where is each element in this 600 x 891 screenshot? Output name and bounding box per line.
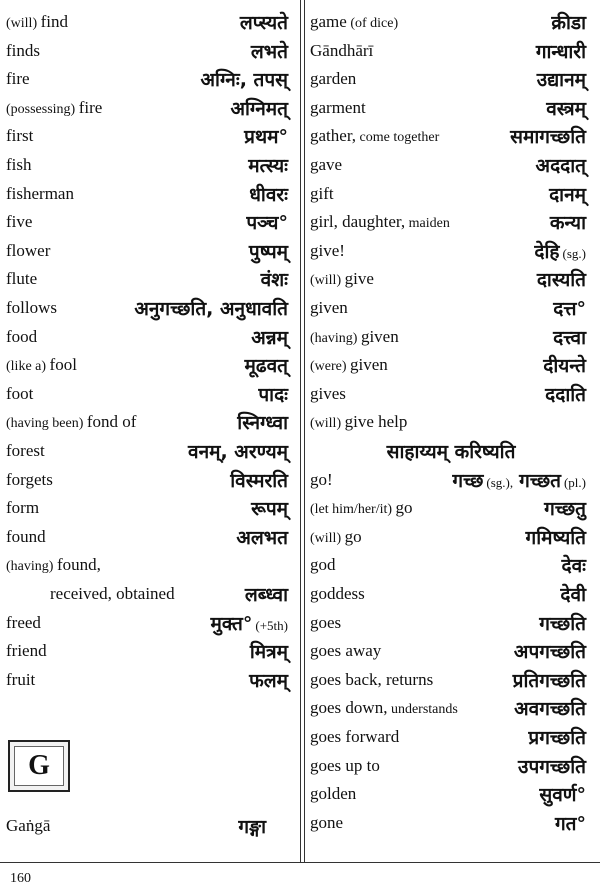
- english-term: [6, 327, 37, 347]
- english-term: [6, 555, 101, 575]
- sanskrit-sk: पादः: [258, 383, 288, 406]
- entry-row: [6, 151, 296, 179]
- entry-row: [6, 8, 296, 36]
- english-word: gather,: [310, 126, 357, 146]
- entry-row: [6, 637, 296, 665]
- sanskrit-sk: देवः: [561, 555, 586, 578]
- english-term: [310, 355, 388, 375]
- sanskrit-sk: क्रीडा: [551, 12, 586, 34]
- sanskrit-sk: कन्या: [549, 212, 586, 235]
- entry-row: [310, 809, 594, 837]
- column-divider-right: [304, 0, 305, 862]
- english-word: go: [344, 526, 362, 546]
- english-term: [6, 126, 33, 146]
- sanskrit-term: [508, 695, 594, 721]
- english-term: [6, 155, 32, 175]
- entry-row: [310, 408, 594, 436]
- sanskrit-sk: दानम्: [549, 183, 586, 206]
- english-word: find: [40, 12, 68, 31]
- english-word: finds: [6, 40, 40, 60]
- sanskrit-term: [239, 581, 296, 607]
- entry-row: [6, 609, 296, 637]
- entry-row: [310, 666, 594, 694]
- english-word: fish: [6, 155, 32, 174]
- english-word: flute: [6, 269, 38, 289]
- english-term: [310, 527, 362, 547]
- entry-row: [6, 580, 296, 608]
- english-word: flower: [6, 240, 51, 260]
- english-word: goes back, returns: [310, 669, 434, 689]
- entry-row: [310, 180, 594, 208]
- sanskrit-term: गङ्गा: [238, 816, 266, 838]
- english-term: [6, 470, 53, 490]
- english-word: first: [6, 126, 34, 146]
- sanskrit-term: [240, 209, 296, 235]
- english-word: go!: [310, 469, 333, 489]
- sanskrit-sk: गमिष्यति: [525, 526, 586, 549]
- sanskrit-sk: देहि: [534, 240, 560, 263]
- english-term: [6, 584, 175, 604]
- english-term: [6, 641, 47, 661]
- sanskrit-term: [231, 409, 296, 435]
- english-word: forest: [6, 441, 45, 460]
- section-letter: G: [14, 746, 64, 786]
- section-letter-box: [8, 740, 70, 792]
- english-term: [6, 613, 41, 633]
- sanskrit-sk: अवगच्छति: [514, 698, 586, 721]
- sanskrit-term: [547, 324, 594, 350]
- sanskrit-sk: मित्रम्: [249, 641, 288, 664]
- entry-row: [310, 752, 594, 780]
- english-term: [310, 756, 380, 776]
- english-term: [310, 670, 433, 690]
- english-word: fire: [78, 97, 103, 117]
- entry-row: [6, 37, 296, 65]
- sanskrit-sk: रूपम्: [251, 498, 288, 521]
- english-word: foot: [6, 383, 34, 403]
- entry-row: [6, 265, 296, 293]
- sanskrit-term: [245, 495, 296, 521]
- sanskrit-term: [446, 467, 594, 493]
- sanskrit-term: [537, 352, 594, 378]
- sanskrit-term: [243, 238, 296, 264]
- entry-row: [310, 466, 594, 494]
- sanskrit-sk: अन्नम्: [251, 326, 288, 349]
- english-term: Gaṅgā: [6, 816, 51, 835]
- english-term: [310, 813, 343, 833]
- entry-row: [6, 466, 296, 494]
- sanskrit-sk: प्रथम°: [244, 126, 288, 149]
- entry-row: [310, 523, 594, 551]
- sanskrit-term: [244, 638, 296, 664]
- sanskrit-term: [234, 9, 296, 35]
- english-term: [6, 670, 35, 690]
- entry-row: [6, 294, 296, 322]
- sanskrit-term: [531, 266, 594, 292]
- sanskrit-term: [556, 552, 595, 578]
- english-term: [310, 98, 366, 118]
- english-word: food: [6, 326, 38, 346]
- english-word: fire: [6, 69, 30, 89]
- sanskrit-term: [507, 667, 594, 693]
- sanskrit-sk: लब्ध्वा: [244, 584, 288, 606]
- english-term: [310, 327, 399, 347]
- english-term: [6, 69, 30, 89]
- sanskrit-term: [242, 152, 296, 178]
- sanskrit-sk: दीयन्ते: [543, 355, 586, 378]
- entry-row: [310, 237, 594, 265]
- entry-row: [310, 65, 594, 93]
- entry-row: [310, 122, 594, 150]
- english-term: [310, 212, 450, 232]
- english-term: [6, 41, 40, 61]
- sanskrit-term: [547, 295, 594, 321]
- sanskrit-term: [512, 753, 594, 779]
- english-word: goes up to: [310, 755, 380, 775]
- english-word: follows: [6, 298, 57, 317]
- english-pre: (were): [310, 359, 351, 375]
- english-term: [310, 184, 334, 204]
- sanskrit-term: [554, 581, 594, 607]
- english-word: fool: [49, 355, 77, 375]
- sanskrit-sk: प्रतिगच्छति: [512, 669, 586, 692]
- english-word: go: [395, 498, 413, 518]
- entry-row: [310, 380, 594, 408]
- sanskrit-term: [381, 438, 524, 464]
- sanskrit-sk: साहाय्यम् करिष्यति: [386, 441, 516, 463]
- english-post: understands: [387, 702, 458, 718]
- english-pre: (having): [310, 330, 361, 346]
- english-term: [6, 498, 39, 518]
- sanskrit-term: [530, 38, 594, 64]
- english-term: [310, 69, 356, 89]
- sanskrit-term: [545, 9, 594, 35]
- sanskrit-sk: स्निग्ध्वा: [237, 412, 288, 435]
- entry-row: [6, 666, 296, 694]
- sanskrit-term: [245, 38, 296, 64]
- entry-row: [6, 94, 296, 122]
- sanskrit-sk: सुवर्ण°: [539, 784, 586, 807]
- english-word: give help: [344, 412, 408, 432]
- sanskrit-term: [520, 524, 595, 550]
- entry-row: [6, 812, 296, 840]
- page-bottom-rule: [0, 862, 600, 863]
- english-word: given: [360, 326, 399, 346]
- english-term: [310, 241, 345, 261]
- english-word: Gāndhārī: [310, 40, 374, 60]
- english-word: garden: [310, 69, 357, 89]
- sanskrit-term: [549, 810, 594, 836]
- sanskrit-sk: गच्छति: [539, 612, 586, 635]
- english-term: [310, 12, 398, 32]
- english-word: garment: [310, 97, 366, 117]
- english-word: goes down,: [310, 698, 388, 718]
- sanskrit-sk: लभते: [250, 40, 288, 63]
- english-word: give: [344, 269, 374, 289]
- column-divider-left: [300, 0, 301, 862]
- english-word: goes forward: [310, 727, 400, 746]
- sanskrit-sk: उपगच्छति: [518, 755, 586, 778]
- sanskrit-term: [255, 266, 296, 292]
- english-term: [6, 384, 33, 404]
- english-pre: (possessing): [6, 101, 79, 117]
- entry-row: [310, 609, 594, 637]
- english-word: given: [310, 298, 348, 317]
- english-word: fond of: [86, 412, 137, 432]
- english-word: girl, daughter,: [310, 212, 406, 232]
- sanskrit-sk: दास्यति: [536, 269, 586, 292]
- sanskrit-term: [530, 152, 594, 178]
- sanskrit-sk: विस्मरति: [230, 469, 288, 492]
- entry-row: [310, 94, 594, 122]
- sanskrit-sk-note: (sg.),: [486, 474, 514, 490]
- english-word: five: [6, 212, 33, 232]
- sanskrit-sk: मूढवत्: [244, 355, 288, 378]
- sanskrit-term: [224, 467, 296, 493]
- english-term: [6, 441, 45, 461]
- entry-row: [6, 523, 296, 551]
- english-term: [310, 784, 356, 804]
- english-word: given: [350, 355, 388, 375]
- english-word: form: [6, 498, 40, 518]
- entry-row: [6, 65, 296, 93]
- entry-row: [310, 151, 594, 179]
- sanskrit-term: [195, 66, 296, 92]
- entry-row: [310, 208, 594, 236]
- entry-row: [310, 494, 594, 522]
- sanskrit-sk: धीवरः: [249, 183, 288, 206]
- sanskrit-term: [504, 123, 594, 149]
- sanskrit-term: [531, 66, 594, 92]
- sanskrit-sk: अददात्: [535, 155, 586, 177]
- sanskrit-sk: लप्स्यते: [239, 12, 288, 34]
- english-term: [6, 212, 32, 232]
- sanskrit-term: [533, 781, 594, 807]
- sanskrit-term: [243, 181, 296, 207]
- sanskrit-term: [252, 381, 296, 407]
- entry-row: [6, 437, 296, 465]
- entry-row: [310, 780, 594, 808]
- english-word: game: [310, 12, 347, 31]
- english-word: gives: [310, 383, 346, 403]
- sanskrit-sk: मुक्त°: [210, 612, 253, 635]
- english-term: [310, 641, 381, 661]
- english-pre: (having): [6, 559, 57, 575]
- english-term: [310, 613, 341, 633]
- english-term: [6, 412, 136, 432]
- sanskrit-term: [528, 238, 594, 264]
- sanskrit-sk: अग्निः, तपस्: [200, 69, 288, 92]
- sanskrit-sk: ददाति: [545, 383, 586, 406]
- entry-row: [6, 494, 296, 522]
- entry-row: [6, 551, 296, 579]
- entry-row: [310, 437, 594, 465]
- english-word: received, obtained: [50, 584, 175, 603]
- sanskrit-term: [230, 524, 296, 550]
- sanskrit-sk: देवी: [560, 584, 586, 606]
- sanskrit-term: [243, 667, 296, 693]
- entry-row: [6, 351, 296, 379]
- sanskrit-term: [539, 381, 594, 407]
- english-term: [310, 698, 458, 718]
- sanskrit-term: [128, 295, 296, 321]
- sanskrit-sk: वस्त्रम्: [546, 97, 586, 120]
- english-pre: (let him/her/it): [310, 502, 396, 518]
- english-word: found,: [56, 555, 101, 575]
- english-word: gone: [310, 812, 344, 832]
- english-pre: (like a): [6, 359, 50, 375]
- english-pre: (having been): [6, 416, 87, 432]
- english-word: gift: [310, 183, 334, 203]
- sanskrit-term: [239, 352, 296, 378]
- sanskrit-sk-note: (+5th): [255, 617, 288, 633]
- sanskrit-term: [508, 638, 594, 664]
- english-term: [6, 12, 68, 32]
- english-term: [310, 41, 373, 61]
- english-term: [310, 384, 346, 404]
- english-word: goes: [310, 612, 342, 632]
- entry-row: [310, 294, 594, 322]
- english-term: [6, 527, 46, 547]
- english-post: maiden: [405, 216, 450, 232]
- sanskrit-sk2-note: (pl.): [563, 474, 586, 490]
- sanskrit-term: [522, 724, 594, 750]
- entry-row: [310, 580, 594, 608]
- entry-row: [6, 380, 296, 408]
- sanskrit-sk: मत्स्यः: [248, 155, 288, 177]
- entry-row: [6, 180, 296, 208]
- english-term: [6, 269, 37, 289]
- english-pre: (will): [310, 273, 345, 289]
- sanskrit-sk: समागच्छति: [510, 126, 586, 149]
- sanskrit-term: [538, 495, 594, 521]
- english-word: golden: [310, 784, 357, 804]
- english-word: fisherman: [6, 183, 74, 203]
- sanskrit-sk: वंशः: [260, 269, 288, 292]
- english-term: [310, 412, 407, 432]
- sanskrit-sk: गच्छ: [452, 469, 484, 492]
- english-term: [310, 727, 399, 747]
- sanskrit-sk: वनम्, अरण्यम्: [188, 441, 288, 463]
- english-pre: (will): [310, 416, 345, 432]
- english-word: goes away: [310, 641, 382, 661]
- entry-row: [310, 37, 594, 65]
- english-term: [6, 298, 57, 318]
- entry-row: [310, 351, 594, 379]
- sanskrit-sk: अनुगच्छति, अनुधावति: [134, 298, 288, 320]
- entry-row: [310, 551, 594, 579]
- sanskrit-term: [238, 123, 296, 149]
- sanskrit-sk: प्रगच्छति: [528, 727, 586, 749]
- english-pre: (will): [310, 530, 345, 546]
- sanskrit-term: [182, 438, 296, 464]
- sanskrit-term: [533, 610, 594, 636]
- sanskrit-sk-note: (sg.): [562, 245, 586, 261]
- sanskrit-sk: अग्निमत्: [230, 97, 288, 120]
- sanskrit-sk: अलभत: [236, 526, 288, 549]
- english-word: goddess: [310, 584, 365, 603]
- english-post: (of dice): [346, 16, 399, 31]
- english-term: [310, 126, 439, 146]
- sanskrit-sk: दत्त°: [553, 298, 586, 320]
- sanskrit-sk: गच्छतु: [544, 498, 586, 521]
- english-term: [6, 98, 102, 118]
- sanskrit-sk: फलम्: [249, 669, 288, 692]
- sanskrit-sk: पञ्च°: [246, 212, 288, 235]
- entry-row: [310, 8, 594, 36]
- entry-row: [310, 723, 594, 751]
- english-word: forgets: [6, 469, 53, 489]
- sanskrit-sk: गत°: [554, 812, 586, 835]
- sanskrit-sk: उद्यानम्: [536, 69, 586, 92]
- english-term: [6, 355, 77, 375]
- english-term: [310, 298, 348, 318]
- english-term: [6, 241, 50, 261]
- entry-row: [6, 122, 296, 150]
- sanskrit-sk: पुष्पम्: [248, 240, 288, 263]
- english-term: [310, 470, 333, 490]
- sanskrit-sk: दत्त्वा: [553, 326, 586, 349]
- english-term: [310, 498, 413, 518]
- sanskrit-term: [205, 610, 297, 636]
- english-term: [310, 555, 336, 575]
- english-term: [310, 584, 365, 604]
- page-number: 160: [10, 871, 31, 886]
- entry-row: [6, 323, 296, 351]
- sanskrit-term: [540, 95, 594, 121]
- sanskrit-term: [245, 324, 296, 350]
- english-word: fruit: [6, 669, 36, 689]
- english-term: [6, 184, 74, 204]
- sanskrit-sk: गान्धारी: [535, 40, 586, 63]
- entry-row: [6, 208, 296, 236]
- entry-row: [310, 323, 594, 351]
- sanskrit-term: [224, 95, 296, 121]
- english-word: freed: [6, 612, 41, 632]
- english-word: gave: [310, 155, 343, 174]
- english-post: come together: [356, 130, 440, 146]
- english-pre: (will): [6, 16, 41, 31]
- english-word: give!: [310, 240, 345, 260]
- sanskrit-sk2: गच्छत: [519, 469, 561, 492]
- entry-row: [310, 637, 594, 665]
- entry-row: [310, 265, 594, 293]
- sanskrit-term: [544, 209, 594, 235]
- entry-row: [6, 237, 296, 265]
- english-word: friend: [6, 641, 47, 661]
- sanskrit-term: [543, 181, 594, 207]
- english-word: found: [6, 526, 46, 546]
- english-term: [310, 269, 374, 289]
- sanskrit-sk: अपगच्छति: [513, 641, 586, 664]
- entry-row: [310, 694, 594, 722]
- english-word: god: [310, 555, 336, 575]
- entry-row: [6, 408, 296, 436]
- english-term: [310, 155, 342, 175]
